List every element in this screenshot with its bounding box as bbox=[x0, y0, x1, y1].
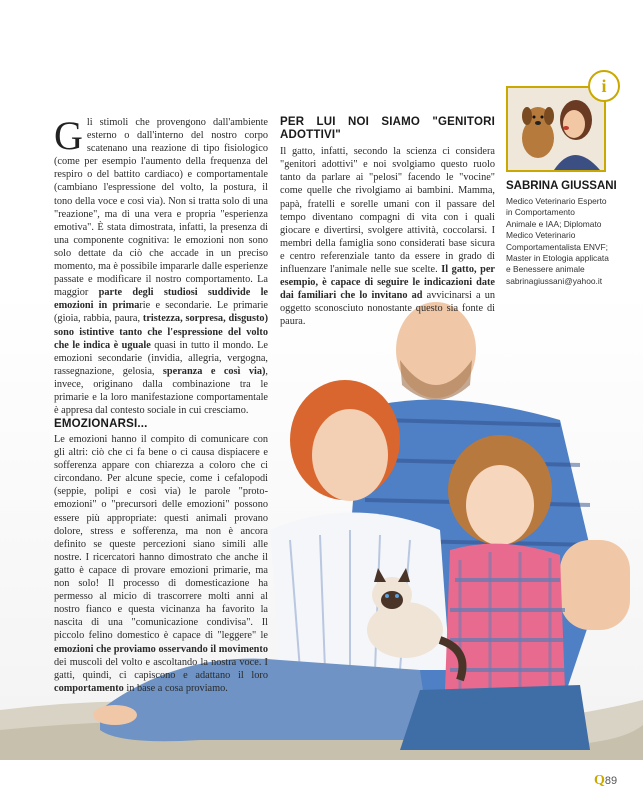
author-bio bbox=[506, 196, 634, 287]
author-bio-line: in Comportamento bbox=[506, 207, 575, 218]
author-bio-line: e Benessere animale bbox=[506, 264, 585, 275]
author-with-dog-illustration bbox=[508, 88, 604, 170]
page-number: 89 bbox=[604, 775, 618, 787]
genitori-adottivi-paragraph: Il gatto, infatti, secondo la scienza ci considera "genitori adottivi" e noi svolgiamo questo ruolo tanto da parlare ai "pelosi" facendo le "vocine" come quelle che rivolgiamo ai bambini. Mamma, papà, fratelli e sorelle umani con il passare del tempo diventano compagni di vita con i quali giocare e divertirsi, svolgere attività, coccolarsi. I membri della famiglia sono considerati base sicura e centro referenziale tanto da essere in grado di influenzare l'animale nelle sue scelte. Il gatto, per esempio, è capace di seguire le indicazioni date dai familiari che lo invitano ad avvicinarsi a un oggetto sconosciuto nonostante questo sia fonte di paura. bbox=[280, 146, 495, 328]
info-icon: i bbox=[588, 70, 620, 102]
author-name: SABRINA GIUSSANI bbox=[506, 180, 617, 192]
author-bio-line: Medico Veterinario Esperto bbox=[506, 196, 607, 206]
author-email: sabrinagiussani@yahoo.it bbox=[506, 275, 603, 286]
genitori-adottivi-column bbox=[280, 116, 495, 329]
emozionarsi-column bbox=[54, 433, 268, 695]
drop-cap: G bbox=[54, 113, 83, 158]
intro-paragraph: Gli stimoli che provengono dall'ambiente esterno o dall'interno del nostro corpo scatenano una reazione di tipo fisiologico (come per esempio l'aumento della frequenza del respiro o del battito cardiaco) e comportamentale (cambiano l'espressione del volto, la postura, il tono della voce e così via). Non si tratta solo di una "reazione", ma di una vera e propria "esperienza emotiva". È stata dimostrata, infatti, la presenza di una componente cognitiva: le emozioni non sono solo dettate da ciò che accade in un preciso momento, ma è possibile impararle dalle esperienze passate e modificare il nostro comportamento. La maggior parte degli studiosi suddivide le emozioni in primarie e secondarie. Le primarie (gioia, rabbia, paura, tristezza, sorpresa, disgusto) sono istintive tanto che l'espressione del volto che le indica è uguale quasi in tutto il mondo. Le emozioni secondarie (invidia, allegria, vergogna, rassegnazione, gelosia, speranza e così via), invece, originano dalla combinazione tra le primarie e la loro manifestazione comportamentale è appresa dal contesto sociale in cui cresciamo. bbox=[54, 113, 268, 417]
section-heading-genitori-adottivi: PER LUI NOI SIAMO "GENITORI ADOTTIVI" bbox=[280, 116, 495, 142]
intro-column bbox=[54, 113, 268, 417]
author-photo bbox=[506, 86, 606, 172]
magazine-logo: Q bbox=[594, 773, 605, 788]
author-bio-line: Medico Veterinario bbox=[506, 230, 576, 241]
author-bio-line: Comportamentalista ENVF; bbox=[506, 241, 608, 252]
section-heading-emozionarsi: EMOZIONARSI... bbox=[54, 418, 148, 430]
page-footer bbox=[594, 773, 617, 789]
emozionarsi-paragraph: Le emozioni hanno il compito di comunicare con gli altri: ciò che ci fa bene o ci causa dispiacere e sofferenza appare con chiarezza a coloro che ci circondano. Per alcune specie, come i cefalopodi (seppie, polipi e così via) le parole "proto-emozioni" o "precursori delle emozioni" possono essere più appropriate: questi animali provano dolore, stress e sofferenza, ma non è ancora definito se queste percezioni siano simili alle nostre. I ricercatori hanno dimostrato che anche il gatto è capace di provare emozioni primarie, ma non solo! Il processo di domesticazione ha permesso al micio di trascorrere molti anni al nostro fianco e questa vicinanza ha favorito la nascita di una "comunicazione condivisa". Il piccolo felino domestico è capace di "leggere" le emozioni che proviamo osservando il movimento dei muscoli del volto e ascoltando la nostra voce. I gatti, quindi, ci capiscono e adattano il loro comportamento in base a cosa proviamo. bbox=[54, 434, 268, 694]
author-bio-line: Animale e IAA; Diplomato bbox=[506, 218, 602, 229]
author-bio-line: Master in Etologia applicata bbox=[506, 253, 609, 264]
